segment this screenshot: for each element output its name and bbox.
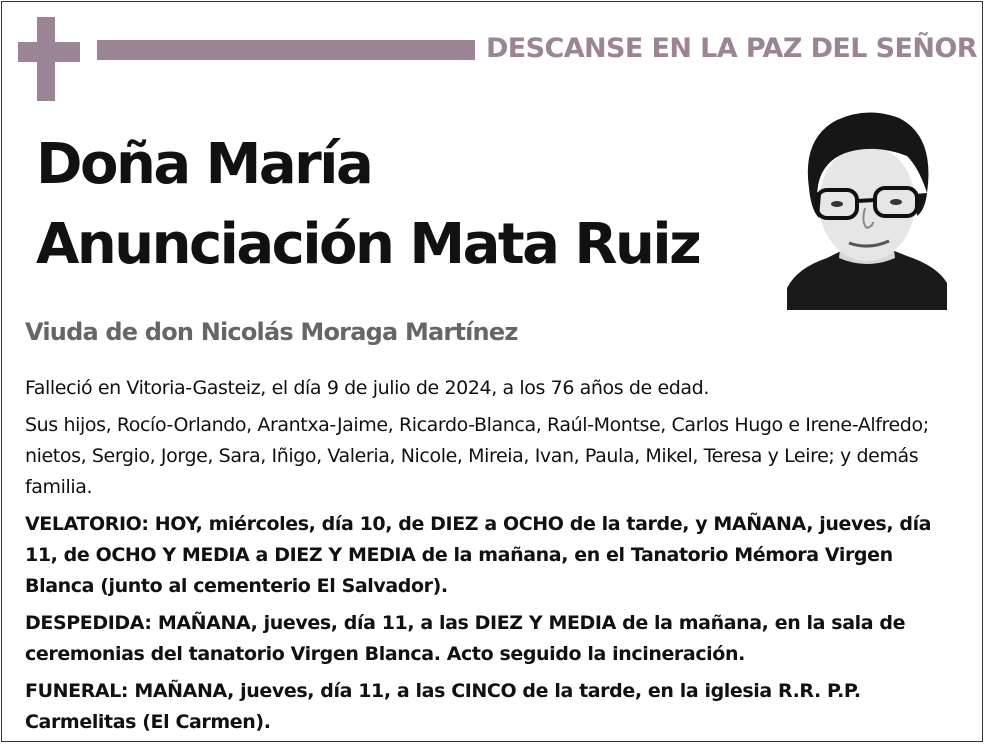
funeral-paragraph: FUNERAL: MAÑANA, jueves, día 11, a las CINCO de la tarde, en la iglesia R.R. P.P. Carmelitas (El Carmen). <box>25 680 861 733</box>
cross-icon-bar <box>18 42 80 62</box>
portrait-photo <box>787 98 947 310</box>
deceased-name-line2: Anunciación Mata Ruiz <box>36 212 700 277</box>
obituary-body <box>25 373 960 744</box>
deceased-name-line1: Doña María <box>36 132 372 197</box>
deceased-name <box>36 125 699 285</box>
death-paragraph: Falleció en Vitoria-Gasteiz, el día 9 de julio de 2024, a los 76 años de edad. <box>25 377 709 399</box>
header-rule <box>97 40 475 60</box>
header-motto: DESCANSE EN LA PAZ DEL SEÑOR <box>486 33 977 64</box>
despedida-paragraph: DESPEDIDA: MAÑANA, jueves, día 11, a las DIEZ Y MEDIA de la mañana, en la sala de ceremonias del tanatorio Virgen Blanca. Acto seguido la incineración. <box>25 612 906 665</box>
velatorio-paragraph: VELATORIO: HOY, miércoles, día 10, de DIEZ a OCHO de la tarde, y MAÑANA, jueves, día 11, de OCHO Y MEDIA a DIEZ Y MEDIA de la mañana, en el Tanatorio Mémora Virgen Blanca (junto al cementerio El Salvador). <box>25 513 932 597</box>
subtitle-widow: Viuda de don Nicolás Moraga Martínez <box>25 318 518 346</box>
family-paragraph: Sus hijos, Rocío-Orlando, Arantxa-Jaime, Ricardo-Blanca, Raúl-Montse, Carlos Hugo e Irene-Alfredo; nietos, Sergio, Jorge, Sara, Iñigo, Valeria, Nicole, Mireia, Ivan, Paula, Mikel, Teresa y Leire; y demás familia. <box>25 414 929 498</box>
